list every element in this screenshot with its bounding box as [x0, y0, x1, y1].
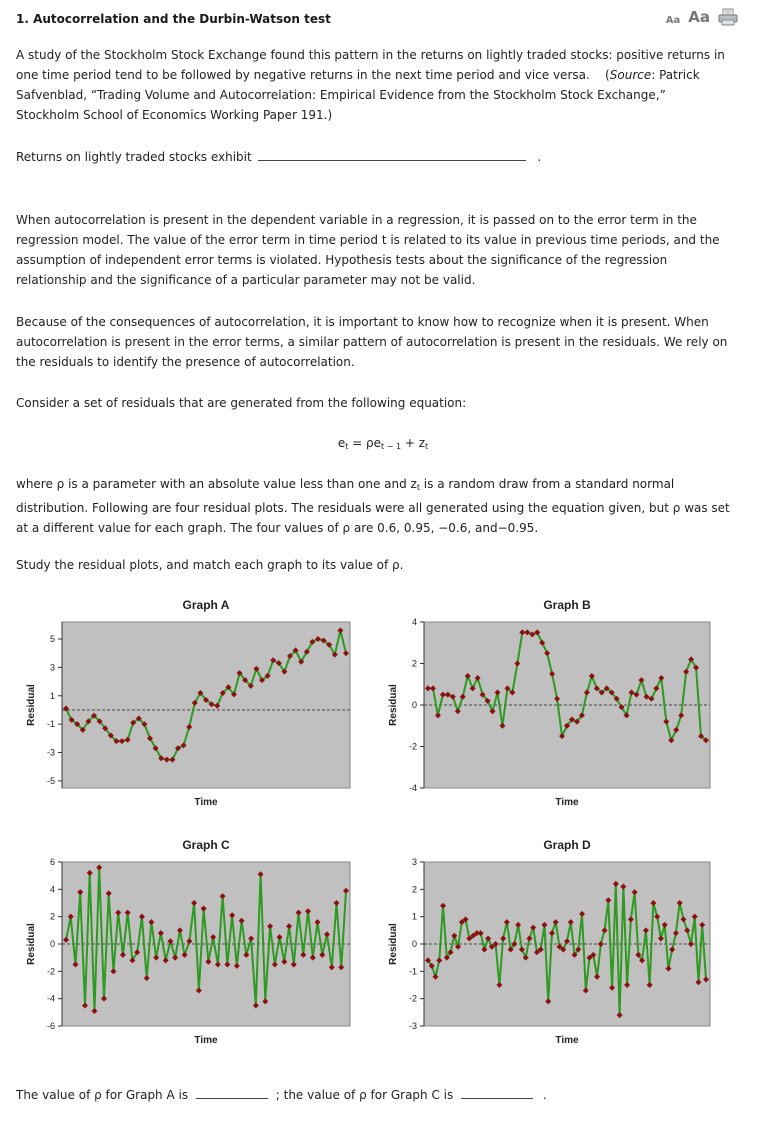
source-label: Source — [609, 68, 652, 82]
y-tick-label: 0 — [411, 700, 417, 710]
y-tick-label: 3 — [411, 857, 417, 867]
residual-plot-svg — [24, 592, 360, 816]
paragraph-recognize: Because of the consequences of autocorrelation, it is important to know how to recognize when it is present. When autocorrelation is present in the error terms, a similar pattern of autocorrelation is present in the residuals. We rely on the residuals to identify the presence of autocorrelation. — [16, 315, 728, 369]
eq-e: e — [337, 436, 346, 450]
where-text-2: is a random draw from a standard normal distribution. Following are four residual plots. The residuals were all generated using the equation given, but ρ was set at a different value for each graph. The four values of ρ are 0.6, 0.95, −0.6, and−0.95. — [16, 477, 730, 535]
residual-plot-svg — [24, 832, 360, 1054]
graph-d-title: Graph D — [543, 838, 591, 852]
graph-a — [24, 592, 360, 816]
where-sub: t — [416, 483, 420, 492]
y-tick-label: 1 — [411, 911, 417, 922]
graph-d — [386, 832, 720, 1054]
toolbar — [666, 8, 738, 26]
y-tick-label: -4 — [46, 993, 55, 1004]
paragraph-where-rho — [16, 474, 732, 538]
source-text: : Patrick Safvenblad, “Trading Volume and Autocorrelation: Empirical Evidence from the Stockholm Stock Exchange,” Stockholm School of Economics Working Paper 191.) — [16, 68, 700, 122]
y-tick-label: -3 — [46, 747, 55, 758]
eq-plus-z: + z — [401, 436, 426, 450]
y-tick-label: -4 — [408, 783, 417, 793]
y-axis-label: Residual — [26, 923, 37, 965]
answer-row — [16, 1084, 547, 1105]
y-tick-label: 0 — [411, 939, 417, 949]
y-tick-label: 2 — [411, 658, 417, 669]
graph-c-rho-dropdown[interactable] — [461, 1084, 533, 1099]
residual-plot-svg — [386, 592, 720, 816]
question1-dropdown[interactable] — [258, 146, 526, 161]
graph-b-title: Graph B — [543, 598, 591, 612]
y-tick-label: -5 — [46, 775, 55, 786]
answer-text-c: ; the value of ρ for Graph C is — [275, 1088, 454, 1102]
graph-a-rho-dropdown[interactable] — [196, 1084, 268, 1099]
y-tick-label: 1 — [49, 690, 55, 701]
graph-a-title: Graph A — [182, 598, 230, 612]
y-tick-label: 4 — [411, 617, 417, 627]
y-tick-label: 4 — [49, 884, 55, 895]
y-tick-label: 3 — [49, 662, 55, 673]
plot-area — [62, 622, 350, 788]
intro-text: A study of the Stockholm Stock Exchange found this pattern in the returns on lightly traded stocks: positive returns in one time period tend to be followed by negative returns in the next time period and vice versa. — [16, 48, 725, 82]
decrease-font-button[interactable]: Aa — [665, 15, 681, 26]
paragraph-study: Study the residual plots, and match each graph to its value of ρ. — [16, 558, 404, 572]
x-axis-label: Time — [555, 797, 579, 808]
y-tick-label: 5 — [49, 634, 55, 645]
y-axis-label: Residual — [388, 684, 399, 726]
answer-text-a: The value of ρ for Graph A is — [16, 1088, 189, 1102]
y-tick-label: -1 — [408, 966, 417, 977]
y-tick-label: 6 — [49, 857, 55, 867]
y-tick-label: 0 — [49, 939, 55, 949]
eq-sub-tm1: t − 1 — [381, 442, 402, 451]
where-text-1: where ρ is a parameter with an absolute value less than one and z — [16, 477, 417, 491]
print-icon[interactable] — [718, 8, 738, 26]
y-tick-label: -2 — [46, 966, 55, 977]
question-header — [16, 8, 738, 34]
y-tick-label: -2 — [408, 993, 417, 1004]
paragraph-consider: Consider a set of residuals that are generated from the following equation: — [16, 396, 467, 410]
graph-c — [24, 832, 360, 1054]
graph-c-title: Graph C — [182, 838, 230, 852]
graph-b — [386, 592, 720, 816]
paragraph-autocorrelation-error: When autocorrelation is present in the dependent variable in a regression, it is passed on to the error term in the regression model. The value of the error term in time period t is related to its value in previous time periods, and the assumption of independent error terms is violated. Hypothesis tests about the significance of the regression relationship and the significance of a particular parameter may not be valid. — [16, 213, 720, 287]
eq-sub-t: t — [345, 442, 349, 451]
y-tick-label: -1 — [46, 719, 55, 730]
residual-plot-svg — [386, 832, 720, 1054]
y-tick-label: -6 — [46, 1021, 55, 1031]
increase-font-button[interactable]: Aa — [688, 8, 710, 26]
intro-paragraph: A study of the Stockholm Stock Exchange found this pattern in the returns on lightly traded stocks: positive returns in one time period tend to be followed by negative returns in the next time period and vice versa. (Source: Patrick Safvenblad, “Trading Volume and Autocorrelation: Empirical Evidence from the Stockholm Stock Exchange,” Stockholm School of Economics Working Paper 191.) — [16, 48, 725, 122]
question1-period: . — [537, 150, 542, 164]
y-tick-label: 2 — [411, 884, 417, 895]
question1-prompt: Returns on lightly traded stocks exhibit — [16, 150, 252, 164]
eq-rho: = ρe — [348, 436, 382, 450]
y-tick-label: -2 — [408, 741, 417, 752]
eq-sub-t2: t — [425, 442, 429, 451]
x-axis-label: Time — [194, 1035, 218, 1046]
y-axis-label: Residual — [26, 684, 37, 726]
question1-row — [16, 146, 732, 167]
answer-period: . — [542, 1088, 547, 1102]
x-axis-label: Time — [555, 1035, 579, 1046]
equation — [0, 436, 766, 451]
x-axis-label: Time — [194, 797, 218, 808]
y-tick-label: -3 — [408, 1021, 417, 1031]
y-tick-label: 2 — [49, 911, 55, 922]
question-title: 1. Autocorrelation and the Durbin-Watson test — [16, 12, 331, 26]
y-axis-label: Residual — [388, 923, 399, 965]
